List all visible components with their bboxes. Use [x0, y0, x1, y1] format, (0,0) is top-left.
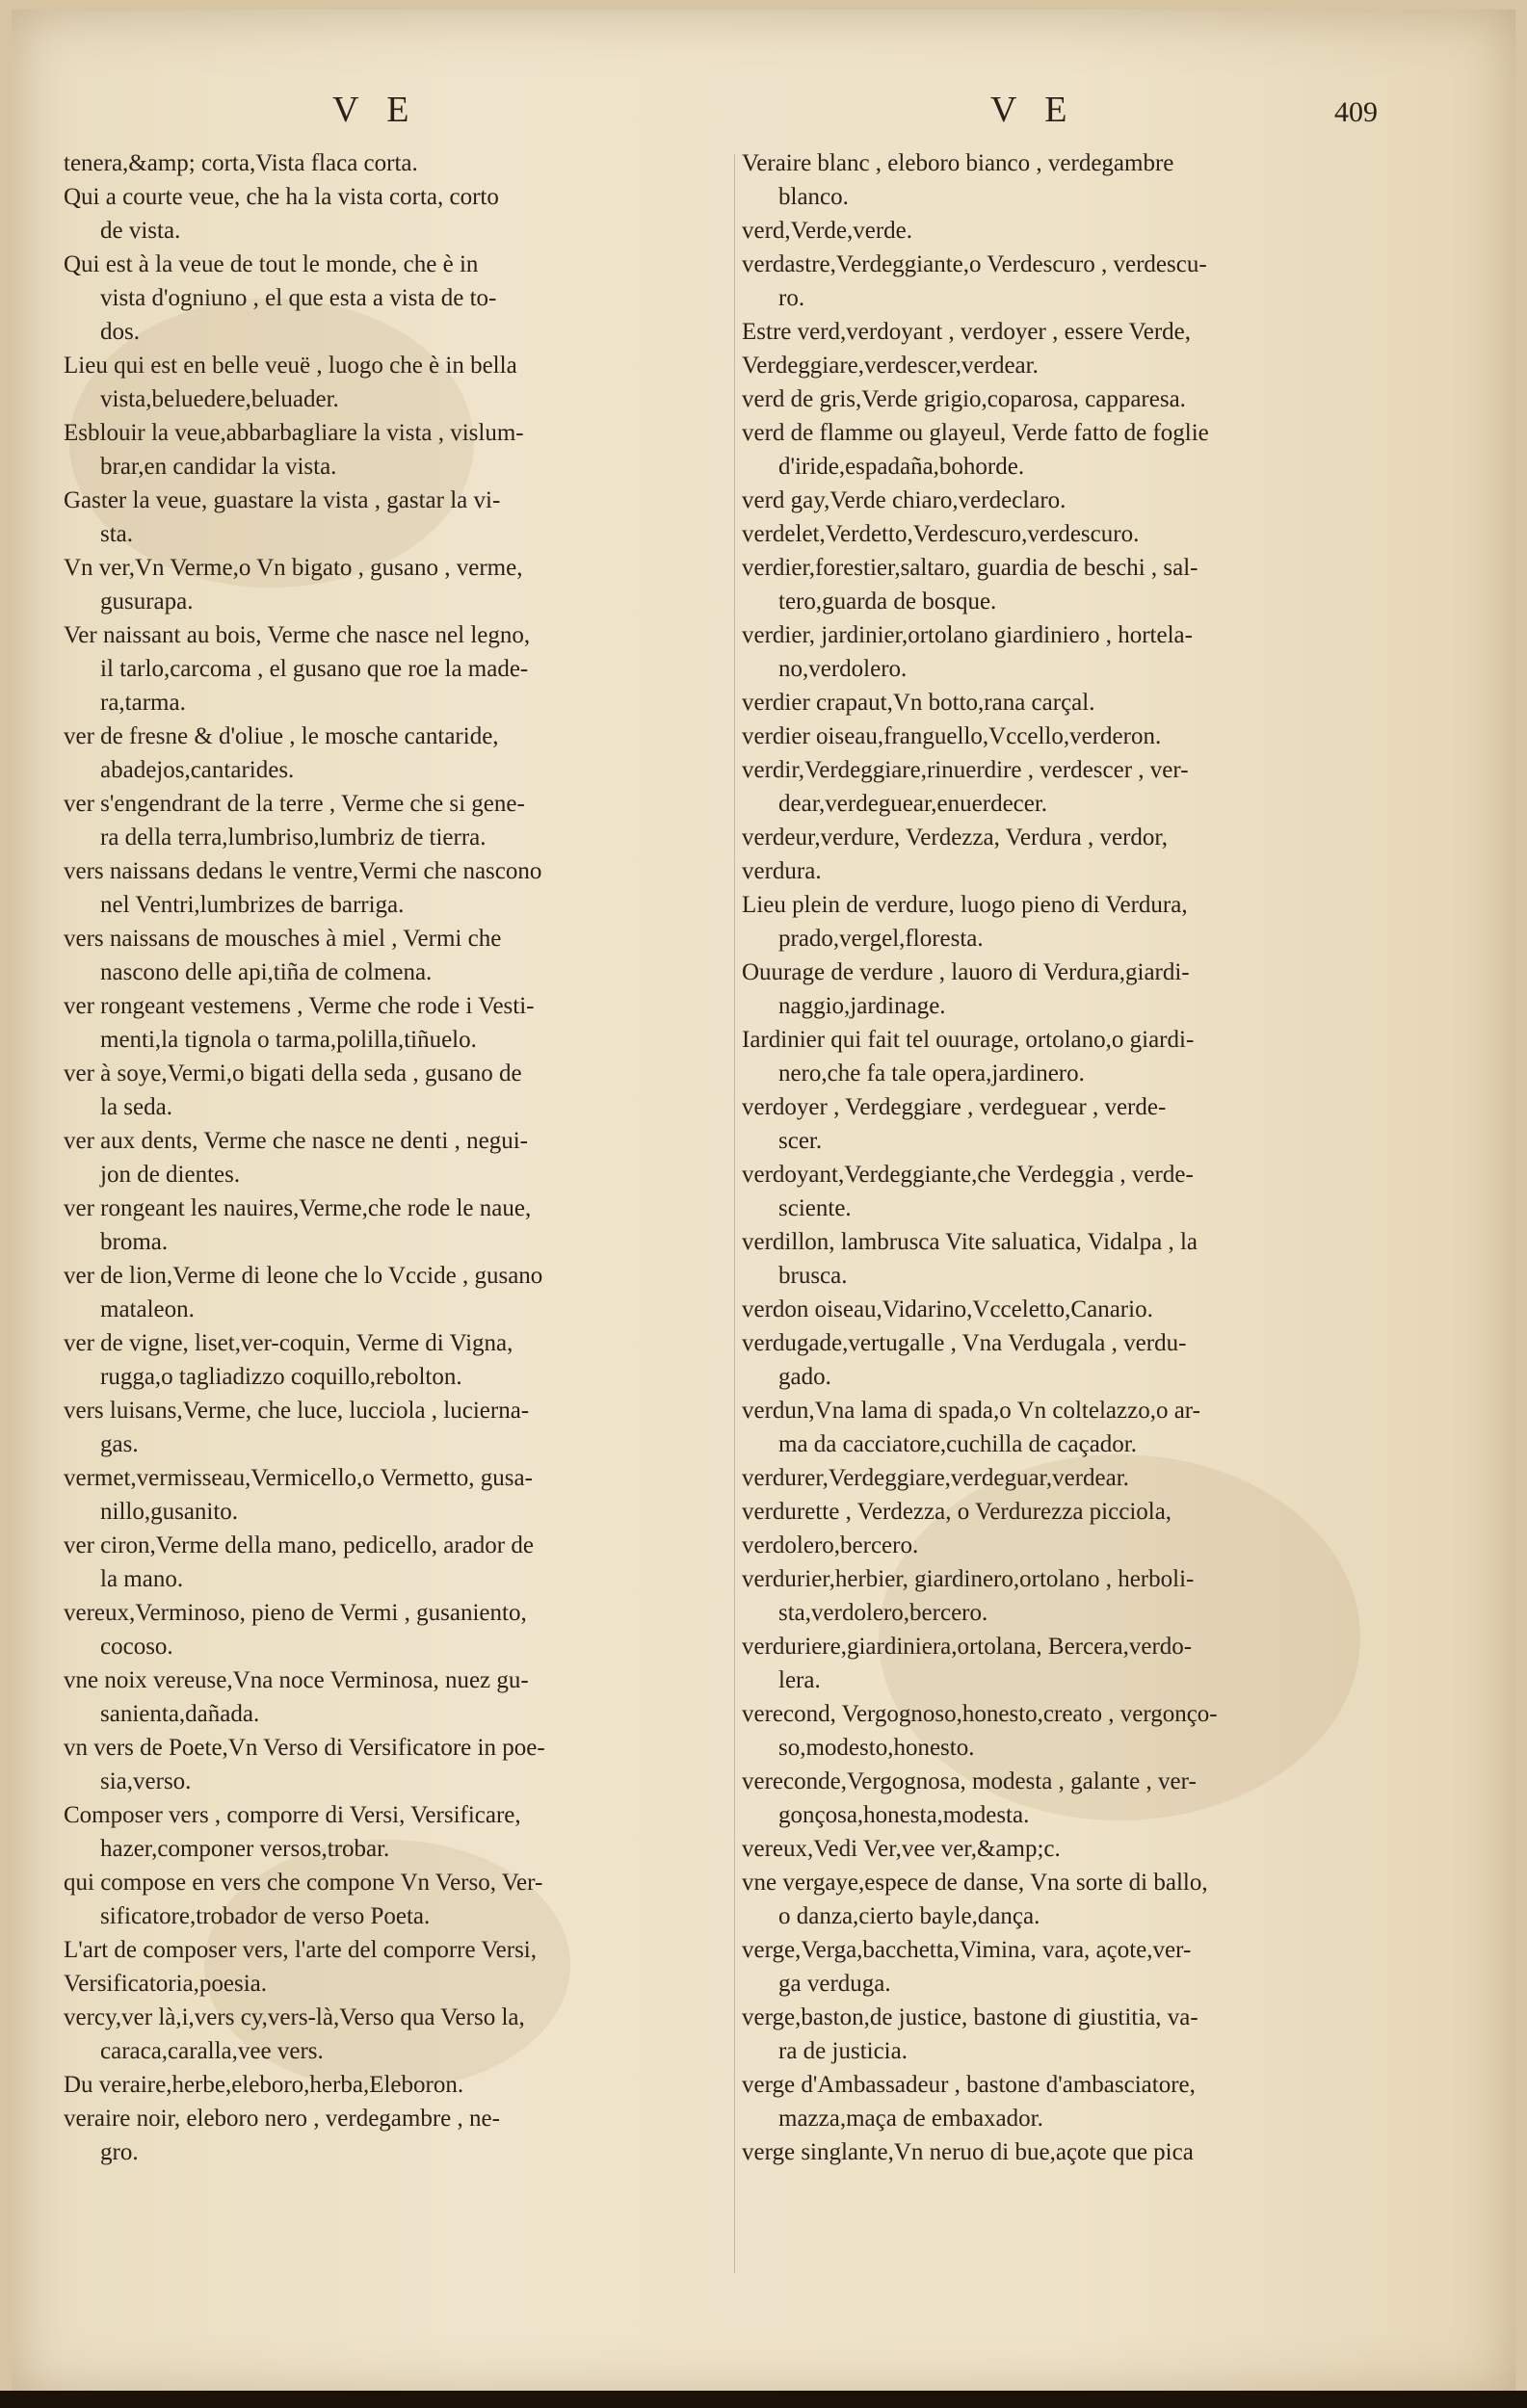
right-running-head: V E	[990, 90, 1077, 130]
entry-line: ro.	[778, 285, 805, 311]
entry-line: Esblouir la veue,abbarbagliare la vista , vislum-	[64, 420, 524, 446]
entry-line: verdugade,vertugalle , Vna Verdugala , verdu-	[742, 1330, 1187, 1356]
entry-line: verduriere,giardiniera,ortolana, Bercera,verdo-	[742, 1634, 1193, 1660]
entry-line: verd,Verde,verde.	[742, 218, 912, 244]
entry-line: nascono delle api,tiña de colmena.	[100, 959, 433, 985]
entry-line: mazza,maça de embaxador.	[778, 2106, 1043, 2132]
entry-line: verdier,forestier,saltaro, guardia de beschi , sal-	[742, 555, 1198, 581]
entry-line: hazer,componer versos,trobar.	[100, 1836, 390, 1862]
entry-line: vermet,vermisseau,Vermicello,o Vermetto, gusa-	[64, 1465, 533, 1491]
entry-line: tero,guarda de bosque.	[778, 589, 997, 615]
entry-line: verdier, jardinier,ortolano giardiniero , hortela-	[742, 622, 1193, 648]
entry-line: Lieu qui est en belle veuë , luogo che è in bella	[64, 353, 517, 379]
entry-line: sta,verdolero,bercero.	[778, 1600, 988, 1626]
entry-line: brar,en candidar la vista.	[100, 454, 337, 480]
entry-line: gas.	[100, 1431, 139, 1457]
entry-line: naggio,jardinage.	[778, 993, 946, 1019]
entry-line: verdillon, lambrusca Vite saluatica, Vidalpa , la	[742, 1229, 1198, 1255]
entry-line: dos.	[100, 319, 140, 345]
entry-line: no,verdolero.	[778, 656, 908, 682]
entry-line: ver de fresne & d'oliue , le mosche cantaride,	[64, 723, 499, 749]
entry-line: Composer vers , comporre di Versi, Versificare,	[64, 1802, 521, 1828]
entry-line: ver à soye,Vermi,o bigati della seda , gusano de	[64, 1060, 522, 1086]
entry-line: jon de dientes.	[100, 1162, 241, 1188]
entry-line: gado.	[778, 1364, 831, 1390]
entry-line: ver ciron,Verme della mano, pedicello, arador de	[64, 1532, 534, 1558]
entry-line: ver rongeant vestemens , Verme che rode i Vesti-	[64, 993, 535, 1019]
entry-line: dear,verdeguear,enuerdecer.	[778, 791, 1048, 817]
entry-line: verdier oiseau,franguello,Vccello,verderon.	[742, 723, 1162, 749]
entry-line: verge,baston,de justice, bastone di giustitia, va-	[742, 2004, 1198, 2030]
entry-line: ver s'engendrant de la terre , Verme che si gene-	[64, 791, 525, 817]
entry-line: brusca.	[778, 1263, 848, 1289]
entry-line: sificatore,trobador de verso Poeta.	[100, 1903, 431, 1929]
left-column	[64, 146, 728, 2169]
entry-line: verge d'Ambassadeur , bastone d'ambasciatore,	[742, 2072, 1196, 2098]
entry-line: vereux,Vedi Ver,vee ver,&amp;c.	[742, 1836, 1061, 1862]
entry-line: ver de vigne, liset,ver-coquin, Verme di Vigna,	[64, 1330, 513, 1356]
entry-line: so,modesto,honesto.	[778, 1735, 975, 1761]
entry-line: cocoso.	[100, 1634, 173, 1660]
entry-line: Ver naissant au bois, Verme che nasce nel legno,	[64, 622, 531, 648]
entry-line: ra de justicia.	[778, 2038, 908, 2064]
entry-line: verecond, Vergognoso,honesto,creato , vergonço-	[742, 1701, 1218, 1727]
entry-line: la mano.	[100, 1566, 184, 1592]
entry-line: verdura.	[742, 858, 822, 884]
entry-line: veraire noir, eleboro nero , verdegambre , ne-	[64, 2106, 500, 2132]
entry-line: nel Ventri,lumbrizes de barriga.	[100, 892, 405, 918]
entry-line: verge singlante,Vn neruo di bue,açote que pica	[742, 2139, 1194, 2165]
entry-line: verdoyant,Verdeggiante,che Verdeggia , verde-	[742, 1162, 1194, 1188]
entry-line: verdastre,Verdeggiante,o Verdescuro , verdescu-	[742, 251, 1207, 277]
entry-line: L'art de composer vers, l'arte del comporre Versi,	[64, 1937, 538, 1963]
entry-line: mataleon.	[100, 1296, 195, 1322]
entry-line: Estre verd,verdoyant , verdoyer , essere Verde,	[742, 319, 1192, 345]
entry-line: lera.	[778, 1667, 821, 1693]
entry-line: verge,Verga,bacchetta,Vimina, vara, açote,ver-	[742, 1937, 1192, 1963]
entry-line: verdurette , Verdezza, o Verdurezza picciola,	[742, 1499, 1172, 1525]
entry-line: vne noix vereuse,Vna noce Verminosa, nuez gu-	[64, 1667, 529, 1693]
entry-line: verd gay,Verde chiaro,verdeclaro.	[742, 487, 1066, 513]
entry-line: menti,la tignola o tarma,polilla,tiñuelo.	[100, 1027, 477, 1053]
entry-line: vereux,Verminoso, pieno de Vermi , gusaniento,	[64, 1600, 527, 1626]
entry-line: verdurier,herbier, giardinero,ortolano , herboli-	[742, 1566, 1195, 1592]
entry-line: sciente.	[778, 1195, 852, 1221]
entry-line: ra della terra,lumbriso,lumbriz de tierra.	[100, 824, 487, 851]
entry-line: verdurer,Verdeggiare,verdeguar,verdear.	[742, 1465, 1129, 1491]
entry-line: prado,vergel,floresta.	[778, 926, 984, 952]
entry-line: blanco.	[778, 184, 849, 210]
entry-line: qui compose en vers che compone Vn Verso, Ver-	[64, 1870, 543, 1896]
entry-line: de vista.	[100, 218, 181, 244]
entry-line: Verdeggiare,verdescer,verdear.	[742, 353, 1039, 379]
entry-line: sanienta,dañada.	[100, 1701, 260, 1727]
entry-line: scer.	[778, 1128, 823, 1154]
entry-line: Versificatoria,poesia.	[64, 1971, 268, 1997]
entry-line: gonçosa,honesta,modesta.	[778, 1802, 1030, 1828]
entry-line: Vn ver,Vn Verme,o Vn bigato , gusano , verme,	[64, 555, 523, 581]
entry-line: la seda.	[100, 1094, 172, 1120]
entry-line: ver rongeant les nauires,Verme,che rode le naue,	[64, 1195, 532, 1221]
entry-line: vn vers de Poete,Vn Verso di Versificatore in poe-	[64, 1735, 545, 1761]
entry-line: Gaster la veue, guastare la vista , gastar la vi-	[64, 487, 501, 513]
entry-line: vereconde,Vergognosa, modesta , galante , ver-	[742, 1768, 1197, 1794]
entry-line: vers naissans de mousches à miel , Vermi che	[64, 926, 502, 952]
entry-line: verd de flamme ou glayeul, Verde fatto de foglie	[742, 420, 1209, 446]
entry-line: verdeur,verdure, Verdezza, Verdura , verdor,	[742, 824, 1168, 851]
entry-line: tenera,&amp; corta,Vista flaca corta.	[64, 150, 418, 176]
entry-line: verdier crapaut,Vn botto,rana carçal.	[742, 690, 1095, 716]
entry-line: ra,tarma.	[100, 690, 186, 716]
entry-line: d'iride,espadaña,bohorde.	[778, 454, 1025, 480]
entry-line: abadejos,cantarides.	[100, 757, 295, 783]
entry-line: Qui a courte veue, che ha la vista corta, corto	[64, 184, 499, 210]
entry-line: o danza,cierto bayle,dança.	[778, 1903, 1040, 1929]
entry-line: ga verduga.	[778, 1971, 891, 1997]
column-divider	[734, 154, 735, 2273]
entry-line: Du veraire,herbe,eleboro,herba,Eleboron.	[64, 2072, 464, 2098]
entry-line: verd de gris,Verde grigio,coparosa, capparesa.	[742, 386, 1186, 412]
entry-line: vers naissans dedans le ventre,Vermi che nascono	[64, 858, 542, 884]
entry-line: caraca,caralla,vee vers.	[100, 2038, 324, 2064]
entry-line: il tarlo,carcoma , el gusano que roe la made-	[100, 656, 529, 682]
entry-line: sta.	[100, 521, 134, 547]
left-running-head: V E	[332, 90, 419, 130]
entry-line: Qui est à la veue de tout le monde, che è in	[64, 251, 479, 277]
entry-line: vista,beluedere,beluader.	[100, 386, 339, 412]
entry-line: Iardinier qui fait tel ouurage, ortolano,o giardi-	[742, 1027, 1195, 1053]
entry-line: ver de lion,Verme di leone che lo Vccide , gusano	[64, 1263, 543, 1289]
entry-line: verdolero,bercero.	[742, 1532, 919, 1558]
entry-line: sia,verso.	[100, 1768, 192, 1794]
entry-line: nillo,gusanito.	[100, 1499, 239, 1525]
entry-line: broma.	[100, 1229, 169, 1255]
entry-line: gro.	[100, 2139, 139, 2165]
bottom-edge	[0, 2391, 1527, 2408]
entry-line: ver aux dents, Verme che nasce ne denti , negui-	[64, 1128, 528, 1154]
entry-line: ma da cacciatore,cuchilla de caçador.	[778, 1431, 1137, 1457]
right-column	[742, 146, 1460, 2169]
entry-line: Lieu plein de verdure, luogo pieno di Verdura,	[742, 892, 1188, 918]
entry-line: verdir,Verdeggiare,rinuerdire , verdescer , ver-	[742, 757, 1189, 783]
entry-line: verdon oiseau,Vidarino,Vcceletto,Canario.	[742, 1296, 1153, 1322]
entry-line: verdun,Vna lama di spada,o Vn coltelazzo,o ar-	[742, 1398, 1200, 1424]
entry-line: Ouurage de verdure , lauoro di Verdura,giardi-	[742, 959, 1190, 985]
entry-line: vercy,ver là,i,vers cy,vers-là,Verso qua Verso la,	[64, 2004, 525, 2030]
entry-line: Veraire blanc , eleboro bianco , verdegambre	[742, 150, 1174, 176]
entry-line: vista d'ogniuno , el que esta a vista de to-	[100, 285, 497, 311]
entry-line: nero,che fa tale opera,jardinero.	[778, 1060, 1085, 1086]
entry-line: vne vergaye,espece de danse, Vna sorte di ballo,	[742, 1870, 1208, 1896]
entry-line: verdoyer , Verdeggiare , verdeguear , verde-	[742, 1094, 1167, 1120]
entry-line: vers luisans,Verme, che luce, lucciola , luciernа-	[64, 1398, 530, 1424]
page-number: 409	[1334, 96, 1378, 128]
entry-line: rugga,o tagliadizzo coquillo,rebolton.	[100, 1364, 462, 1390]
entry-line: verdelet,Verdetto,Verdescuro,verdescuro.	[742, 521, 1140, 547]
entry-line: gusurapa.	[100, 589, 194, 615]
